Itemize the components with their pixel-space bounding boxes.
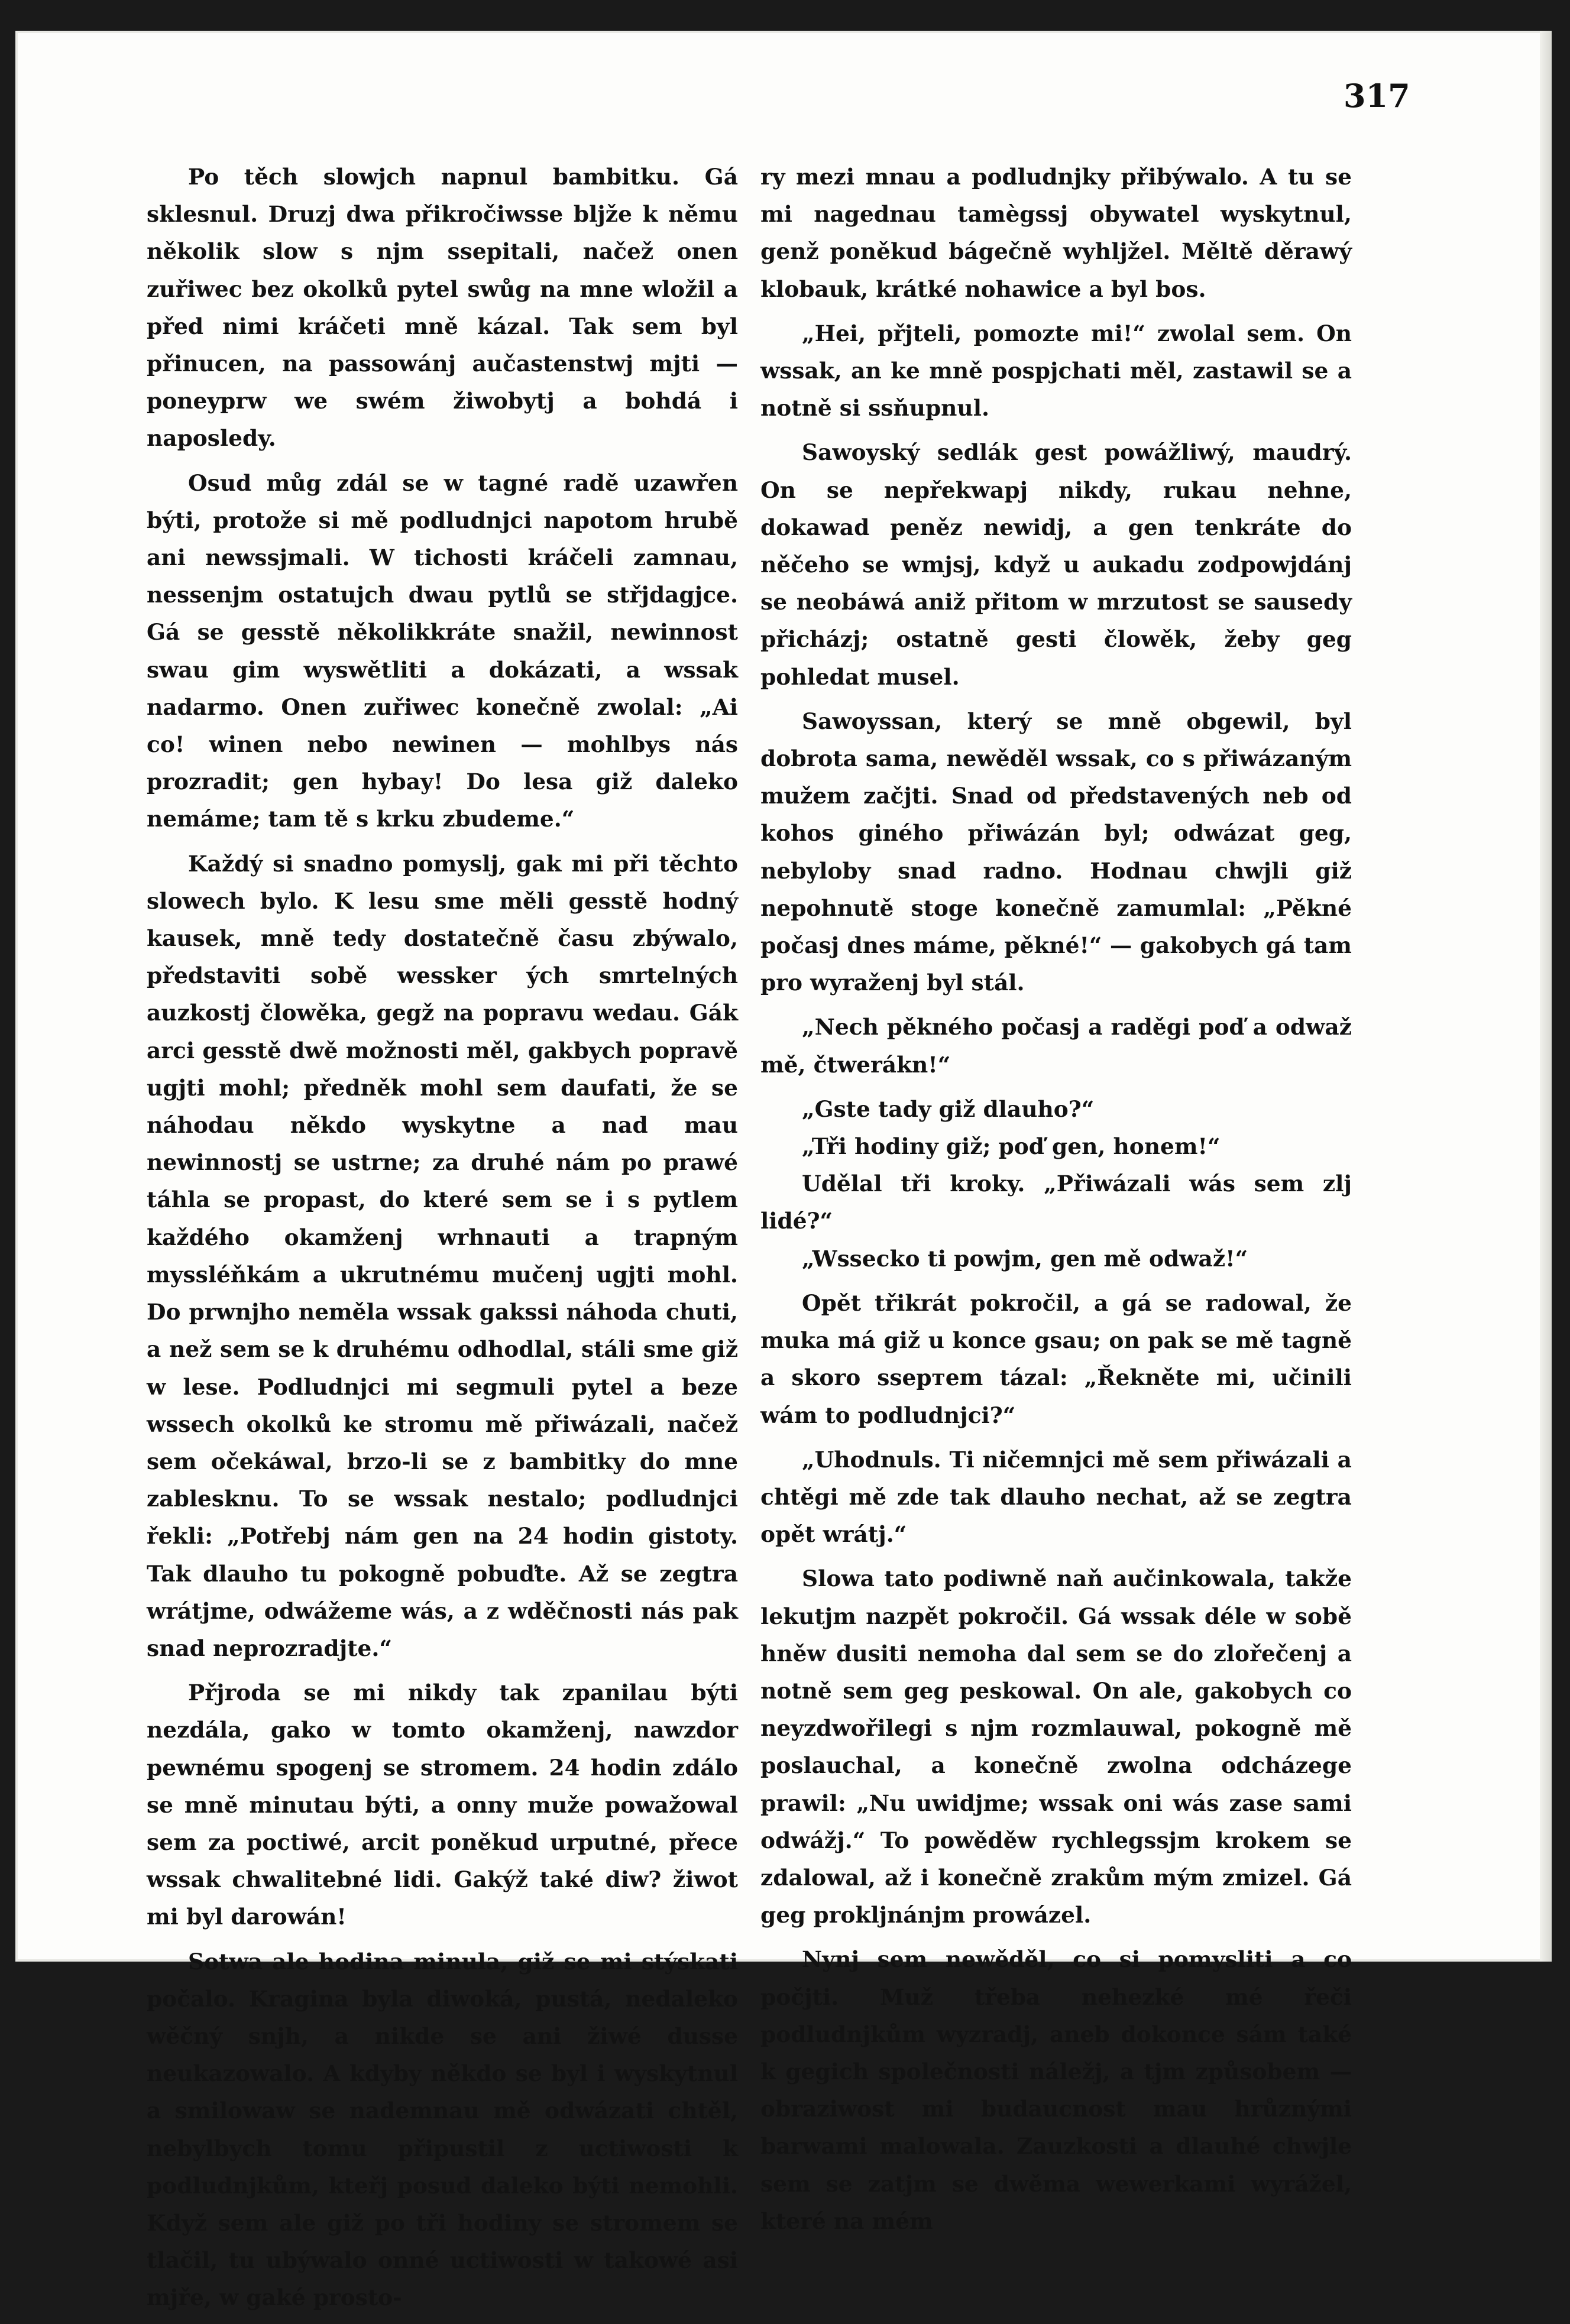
- paragraph: Sotwa ale hodina minula, giž se mi stýskati počalo. Kragina byla diwoká, pustá, nedaleko wěčný snjh, a nikde se ani žiwé dusse neukazowalo. A kdyby někdo se byl i wyskytnul a smilowaw se nademnau mě odwázati chtěl, nebylbych tomu připustil z uctiwosti k podludnjkům, kteřj posud daleko býti nemohli. Když sem ale giž po tři hodiny se stromem se tlačil, tu ubýwalo onné uctiwosti w takowé asi mjře, w gaké prosto-: [147, 1948, 738, 2311]
- left-column: [147, 158, 738, 2324]
- dialogue-line: „Wssecko ti powjm, gen mě odwaž!“: [802, 1245, 1248, 1272]
- paragraph: Slowa tato podiwně naň aučinkowala, takže lekutjm nazpět pokročil. Gá wssak déle w sobě hněw dusiti nemoha dal sem se do zlořečenj a notně sem geg peskowal. On ale, gakobych co neyzdwořilegi s njm rozmlauwal, pokogně mě poslauchal, a konečně zwolna odcházege prawil: „Nu uwidjme; wssak oni wás zase sami odwážj.“ To powěděw rychlegssjm krokem se zdalowal, až i konečně zrakům mým zmizel. Gá geg proklјnánjm prowázel.: [760, 1565, 1352, 1928]
- paragraph: „Hei, přjteli, pomozte mi!“ zwolal sem. On wssak, an ke mně pospjchati měl, zastawil se a notně si ssňupnul.: [760, 320, 1352, 422]
- paragraph: Každý si snadno pomyslj, gak mi při těchto slowech bylo. K lesu sme měli gesstě hodný kausek, mně tedy dostatečně času zbýwalo, představiti sobě wessker ých smrtelných auzkostj člowěka, gegž na popravu wedau. Gák arci gesstě dwě možnosti měl, gakbych popravě ugjti mohl; předněk mohl sem daufati, že se náhodau někdo wyskytne a nad mau newinnostj se ustrne; za druhé nám po prawé táhla se propast, do které sem se i s pytlem každého okamženj wrhnauti a trapným myssléňkám a ukrutnému mučenj ugjti mohl. Do prwnjho neměla wssak gakssi náhoda chuti, a než sem se k druhému odhodlal, stáli sme giž w lese. Podludnjci mi segmuli pytel a beze wssech okolků ke stromu mě přiwázali, načež sem očekáwal, brzo-li se z bambitky do mne zablesknu. To se wssak nestalo; podludnjci řekli: „Potřebj nám gen na 24 hodin gistoty. Tak dlauho tu pokogně pobuďte. Až se zegtra wrátjme, odwážeme wás, a z wděčnosti nás pak snad neprozradjte.“: [147, 850, 738, 1661]
- paragraph: Po těch slowjch napnul bambitku. Gá sklesnul. Druzj dwa přikročiwsse bljže k němu několik slow s njm ssepitali, načež onen zuřiwec bez okolků pytel swůg na mne wložil a před nimi kráčeti mně kázal. Tak sem byl přinucen, na passowánj aučastenstwj mjti — poneyprw we swém žiwobytj a bohdá i naposledy.: [147, 164, 738, 452]
- paragraph: Opět třikrát pokročil, a gá se radowal, že muka má giž u konce gsau; on pak se mě tagně a skoro ssepтem tázal: „Řekněte mi, učinili wám to podludnjci?“: [760, 1289, 1352, 1428]
- book-page: [15, 31, 1552, 2311]
- paragraph: Sawoyský sedlák gest powážliwý, maudrý. On se nepřekwapj nikdy, rukau nehne, dokawad peněz newidj, a gen tenkráte do něčeho se wmjsj, když u aukadu zodpowjdánj se neobáwá aniž přitom w mrzutost se sausedy přicházj; ostatně gesti člowěk, žeby geg pohledat musel.: [760, 439, 1352, 690]
- dialogue-line: Udělal tři kroky. „Přiwázali wás sem zlj lidé?“: [760, 1171, 1352, 1234]
- page-edge: [1540, 31, 1552, 1962]
- paragraph: Nynj sem newěděl, co si pomysliti a co počjti. Muž třeba nehezké mé řeči podludnjkům wyzradj, aneb dokonce sám také k gegich společnosti náležj, a tjm způsobem — obrazіwost mi budaucnost mau hrůznými barwami malowala. Zauzkosti a dlauhé chwjle sem se zatjm se dwěma wewerkami wyrážel, které na mém: [760, 1946, 1352, 2234]
- right-column: [760, 158, 1352, 2247]
- paragraph: „Uhodnuls. Ti ničemnjci mě sem přiwázali a chtěgi mě zde tak dlauho nechat, až se zegtra opět wrátj.“: [760, 1446, 1352, 1548]
- paragraph: ry mezi mnau a podludnjky přibýwalo. A tu se mi nagednau tamègssj obywatel wyskytnul, genž poněkud bágečně wyhljžel. Měltě děrawý klobauk, krátké nohawice a byl bos.: [760, 164, 1352, 302]
- page-number: 317: [1344, 77, 1410, 115]
- paragraph: Osud můg zdál se w tagné radě uzawřen býti, protože si mě podludnjci napotom hrubě ani newssjmali. W tichosti kráčeli zamnau, nessenjm ostatujch dwau pytlů se střjdagjce. Gá se gesstě několikkráte snažil, newinnost swau gim wyswětliti a dokázati, a wssak nadarmo. Onen zuřiwec konečně zwolal: „Ai co! winen nebo newinen — mohlbys nás prozradit; gen hybay! Do lesa giž daleko nemáme; tam tě s krku zbudeme.“: [147, 469, 738, 832]
- dialogue-line: „Gste tady giž dlauho?“: [802, 1095, 1095, 1122]
- paragraph: Sawoyssan, který se mně obgewil, byl dobrota sama, newěděl wssak, co s přiwázaným mužem začjti. Snad od představených neb od kohos giného přiwázán byl; odwázat geg, nebyloby snad radno. Hodnau chwjli giž nepohnutě stoge konečně zamumlal: „Pěkné počasj dnes máme, pěkné!“ — gakobych gá tam pro wyraženj byl stál.: [760, 708, 1352, 996]
- paragraph: „Nech pěkného počasj a raděgi poď a odwaž mě, čtwerákn!“: [760, 1014, 1352, 1078]
- dialogue-line: „Tři hodiny giž; poď gen, honem!“: [802, 1133, 1221, 1160]
- paragraph: Přjroda se mi nikdy tak zpanilau býti nezdála, gako w tomto okamženj, nawzdor pewnému spogenj se stromem. 24 hodin zdálo se mně minutau býti, a onny muže powažowal sem za poctiwé, arcit poněkud urputné, přece wssak chwalitebné lidi. Gakýž také diw? žiwot mi byl darowán!: [147, 1680, 738, 1930]
